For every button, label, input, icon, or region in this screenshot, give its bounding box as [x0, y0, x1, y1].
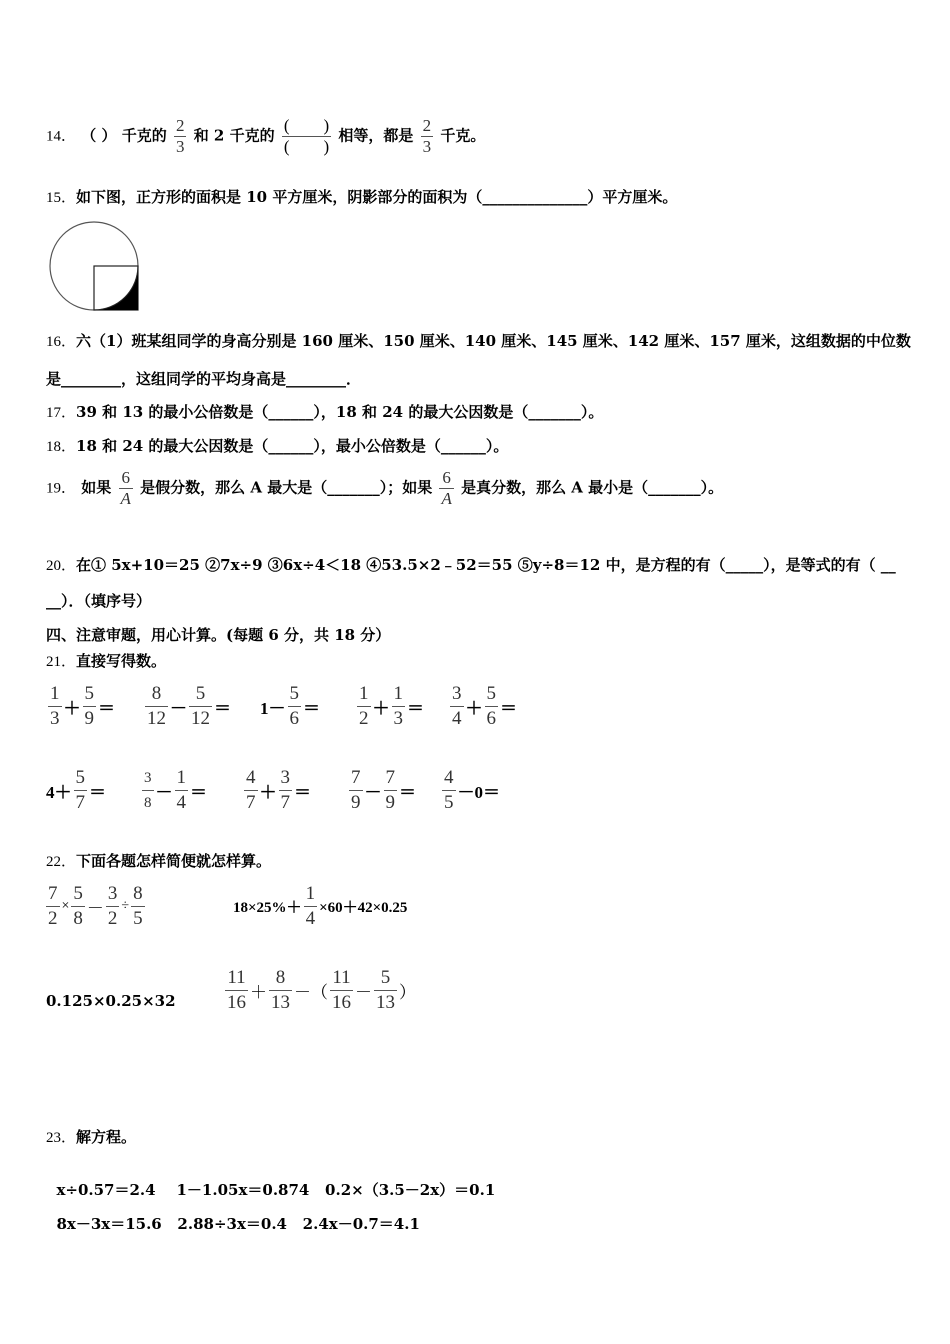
denominator: 3 — [175, 137, 185, 156]
question-23-title — [46, 1126, 136, 1147]
fraction — [145, 682, 168, 731]
question-16-line2 — [46, 368, 361, 389]
numerator: ( ) — [283, 116, 330, 135]
question-text: 相等，都是 — [338, 126, 414, 145]
numerator: 5 — [84, 683, 94, 704]
question-text: __）．（填序号） — [46, 592, 152, 610]
fraction — [225, 966, 248, 1015]
fraction — [421, 116, 434, 157]
question-text: 千克的 — [121, 126, 167, 145]
denominator: 8 — [73, 908, 83, 929]
fraction — [83, 682, 97, 731]
numerator: 5 — [75, 767, 85, 788]
fraction — [142, 766, 154, 815]
operator: ＝ — [190, 783, 207, 802]
numerator: 1 — [359, 683, 369, 704]
denominator: 16 — [332, 992, 351, 1013]
operator: ＝ — [303, 699, 320, 718]
fraction — [269, 966, 292, 1015]
question-text: 39 和 13 的最小公倍数是（______），18 和 24 的最大公因数是（_______）。 — [76, 403, 604, 421]
numerator: 5 — [486, 683, 496, 704]
denominator: 12 — [147, 708, 166, 729]
numerator: 2 — [422, 116, 432, 135]
operator: 1－ — [260, 699, 286, 718]
question-text: 是假分数，那么 A 最大是（_______）；如果 — [140, 478, 433, 497]
fraction — [442, 766, 456, 815]
operator: 4＋ — [46, 783, 72, 802]
operator: － — [86, 899, 104, 918]
denominator: ( ) — [283, 137, 330, 156]
fraction — [174, 116, 187, 157]
fraction — [357, 682, 371, 731]
question-number: 16． — [46, 334, 77, 350]
fraction — [392, 682, 406, 731]
calc-item — [46, 766, 106, 815]
question-text: 18 和 24 的最大公因数是（______），最小公倍数是（______）。 — [76, 437, 509, 455]
operator: ） — [399, 983, 416, 1002]
question-text: 在① 5x+10＝25 ②7x÷9 ③6x÷4＜18 ④53.5×2﹣52＝55 ⑤y÷8＝12 中，是方程的有（_____），是等式的有（ __ — [76, 556, 896, 574]
question-number: 14． — [46, 128, 77, 145]
question-number: 18． — [46, 439, 77, 455]
question-number: 22． — [46, 854, 77, 870]
numerator: 7 — [48, 883, 58, 904]
numerator: 3 — [107, 883, 118, 904]
denominator: 8 — [142, 790, 154, 815]
question-text: 千克。 — [440, 126, 486, 145]
denominator: 6 — [486, 708, 496, 729]
denominator: 9 — [385, 792, 395, 813]
fraction — [374, 966, 397, 1015]
numerator: 5 — [195, 683, 206, 704]
operator: ×60＋42×0.25 — [319, 900, 408, 916]
question-17 — [46, 401, 603, 422]
denominator: 4 — [452, 708, 462, 729]
question-text: 如果 — [81, 478, 112, 497]
denominator: 2 — [107, 908, 118, 929]
fraction — [439, 468, 453, 509]
operator: ＝ — [294, 783, 311, 802]
fraction — [106, 882, 120, 931]
operator: ＋ — [259, 783, 277, 802]
question-18 — [46, 435, 508, 456]
fraction — [330, 966, 353, 1015]
fraction — [485, 682, 499, 731]
question-number: 23． — [46, 1130, 77, 1146]
equations-line-2: 8x－3x＝15.6 2.88÷3x＝0.4 2.4x－0.7＝4.1 — [56, 1215, 420, 1233]
operator: ＝ — [214, 699, 231, 718]
denominator: 16 — [227, 992, 246, 1013]
operator: ＋ — [372, 699, 390, 718]
denominator: 2 — [48, 908, 58, 929]
question-text: 是________，这组同学的平均身高是________． — [46, 370, 362, 388]
denominator: 7 — [75, 792, 85, 813]
question-number: 19． — [46, 480, 77, 497]
numerator: 3 — [280, 767, 290, 788]
fraction — [384, 766, 398, 815]
question-19 — [46, 468, 723, 509]
fraction — [288, 682, 302, 731]
denominator: 4 — [305, 908, 316, 929]
operator: ÷ — [121, 898, 130, 914]
operator: ＋ — [465, 699, 483, 718]
circle-square-figure — [48, 220, 142, 314]
question-14 — [46, 116, 485, 157]
denominator: 9 — [351, 792, 361, 813]
numerator: 1 — [305, 883, 316, 904]
question-21-title — [46, 650, 166, 671]
calc-item — [46, 682, 115, 731]
numerator: 5 — [380, 967, 391, 988]
denominator: 5 — [444, 792, 454, 813]
denominator: 5 — [133, 908, 143, 929]
operator: ＝ — [407, 699, 424, 718]
question-text: 解方程。 — [76, 1128, 137, 1146]
fraction — [175, 766, 189, 815]
calc-item — [140, 766, 207, 815]
numerator: 11 — [227, 967, 246, 988]
expression-4 — [223, 966, 416, 1015]
question-number: 17． — [46, 405, 77, 421]
operator: －0＝ — [457, 783, 500, 802]
denominator: 9 — [84, 708, 94, 729]
operator: ＝ — [399, 783, 416, 802]
numerator: 7 — [351, 767, 361, 788]
operator: ＝ — [89, 783, 106, 802]
numerator: 5 — [289, 683, 299, 704]
question-text: 六（1）班某组同学的身高分别是 160 厘米、150 厘米、140 厘米、145 厘米、142 厘米、157 厘米，这组数据的中位数 — [76, 332, 911, 350]
question-15 — [46, 186, 677, 207]
question-20-line1 — [46, 554, 896, 575]
fraction — [131, 882, 145, 931]
calc-item — [143, 682, 231, 731]
numerator: 11 — [332, 967, 351, 988]
fraction — [48, 682, 62, 731]
question-text: 下面各题怎样简便就怎样算。 — [76, 852, 272, 870]
calc-item — [440, 766, 500, 815]
numerator: 3 — [452, 683, 462, 704]
numerator: 6 — [442, 468, 451, 487]
question-20-line2 — [46, 590, 151, 611]
numerator: 8 — [275, 967, 286, 988]
fraction — [119, 468, 133, 509]
expression-3: 0.125×0.25×32 — [46, 992, 176, 1010]
numerator: 1 — [393, 683, 403, 704]
question-16-line1 — [46, 330, 911, 351]
calc-item — [347, 766, 416, 815]
operator: － — [355, 983, 372, 1002]
operator: － — [364, 783, 382, 802]
calc-item — [242, 766, 311, 815]
question-22-title — [46, 850, 271, 871]
expression-2 — [233, 882, 407, 931]
denominator: 7 — [246, 792, 256, 813]
denominator: 4 — [176, 792, 186, 813]
denominator: 12 — [191, 708, 210, 729]
operator: ＝ — [98, 699, 115, 718]
operator: 18×25%＋ — [233, 900, 302, 916]
equations-line-1: x÷0.57＝2.4 1－1.05x＝0.874 0.2×（3.5－2x）＝0.1 — [56, 1181, 496, 1199]
fraction — [46, 882, 60, 931]
answer-blank: （ ） — [81, 126, 117, 145]
numerator: 4 — [444, 767, 454, 788]
operator: － — [155, 783, 173, 802]
operator: ＋ — [63, 699, 81, 718]
operator: ＝ — [500, 699, 517, 718]
operator: －（ — [294, 983, 328, 1002]
calc-item — [355, 682, 424, 731]
calc-item — [448, 682, 517, 731]
denominator: 7 — [280, 792, 290, 813]
question-number: 21． — [46, 654, 77, 670]
fraction-blank — [282, 116, 331, 157]
denominator: 13 — [376, 992, 395, 1013]
operator: ＋ — [250, 983, 267, 1002]
fraction — [279, 766, 293, 815]
numerator: 6 — [121, 468, 130, 487]
numerator: 5 — [73, 883, 83, 904]
fraction — [244, 766, 258, 815]
fraction — [189, 682, 212, 731]
denominator: 3 — [50, 708, 60, 729]
denominator: A — [441, 489, 452, 508]
denominator: 13 — [271, 992, 290, 1013]
denominator: 3 — [422, 137, 432, 156]
denominator: 2 — [359, 708, 369, 729]
calc-item — [260, 682, 320, 731]
numerator: 1 — [50, 683, 60, 704]
question-text: 和 2 千克的 — [193, 126, 275, 145]
question-number: 15． — [46, 190, 77, 206]
question-text: 是真分数，那么 A 最小是（_______）。 — [461, 478, 724, 497]
numerator: 2 — [175, 116, 185, 135]
numerator: 8 — [133, 883, 143, 904]
question-text: 直接写得数。 — [76, 652, 167, 670]
denominator: 6 — [289, 708, 299, 729]
operator: － — [170, 699, 187, 718]
numerator: 4 — [246, 767, 256, 788]
fraction — [304, 882, 318, 931]
expression-1 — [44, 882, 147, 931]
numerator: 1 — [176, 767, 186, 788]
question-text: 如下图，正方形的面积是 10 平方厘米，阴影部分的面积为（______________）平方厘米。 — [76, 188, 678, 206]
fraction — [74, 766, 88, 815]
section-title: 四、注意审题，用心计算。(每题 6 分，共 18 分） — [46, 626, 391, 644]
fraction — [349, 766, 363, 815]
numerator: 3 — [144, 770, 152, 786]
denominator: 3 — [393, 708, 403, 729]
question-number: 20． — [46, 558, 77, 574]
denominator: A — [120, 489, 131, 508]
operator: × — [61, 898, 70, 914]
fraction — [71, 882, 85, 931]
numerator: 8 — [151, 683, 162, 704]
numerator: 7 — [385, 767, 395, 788]
fraction — [450, 682, 464, 731]
